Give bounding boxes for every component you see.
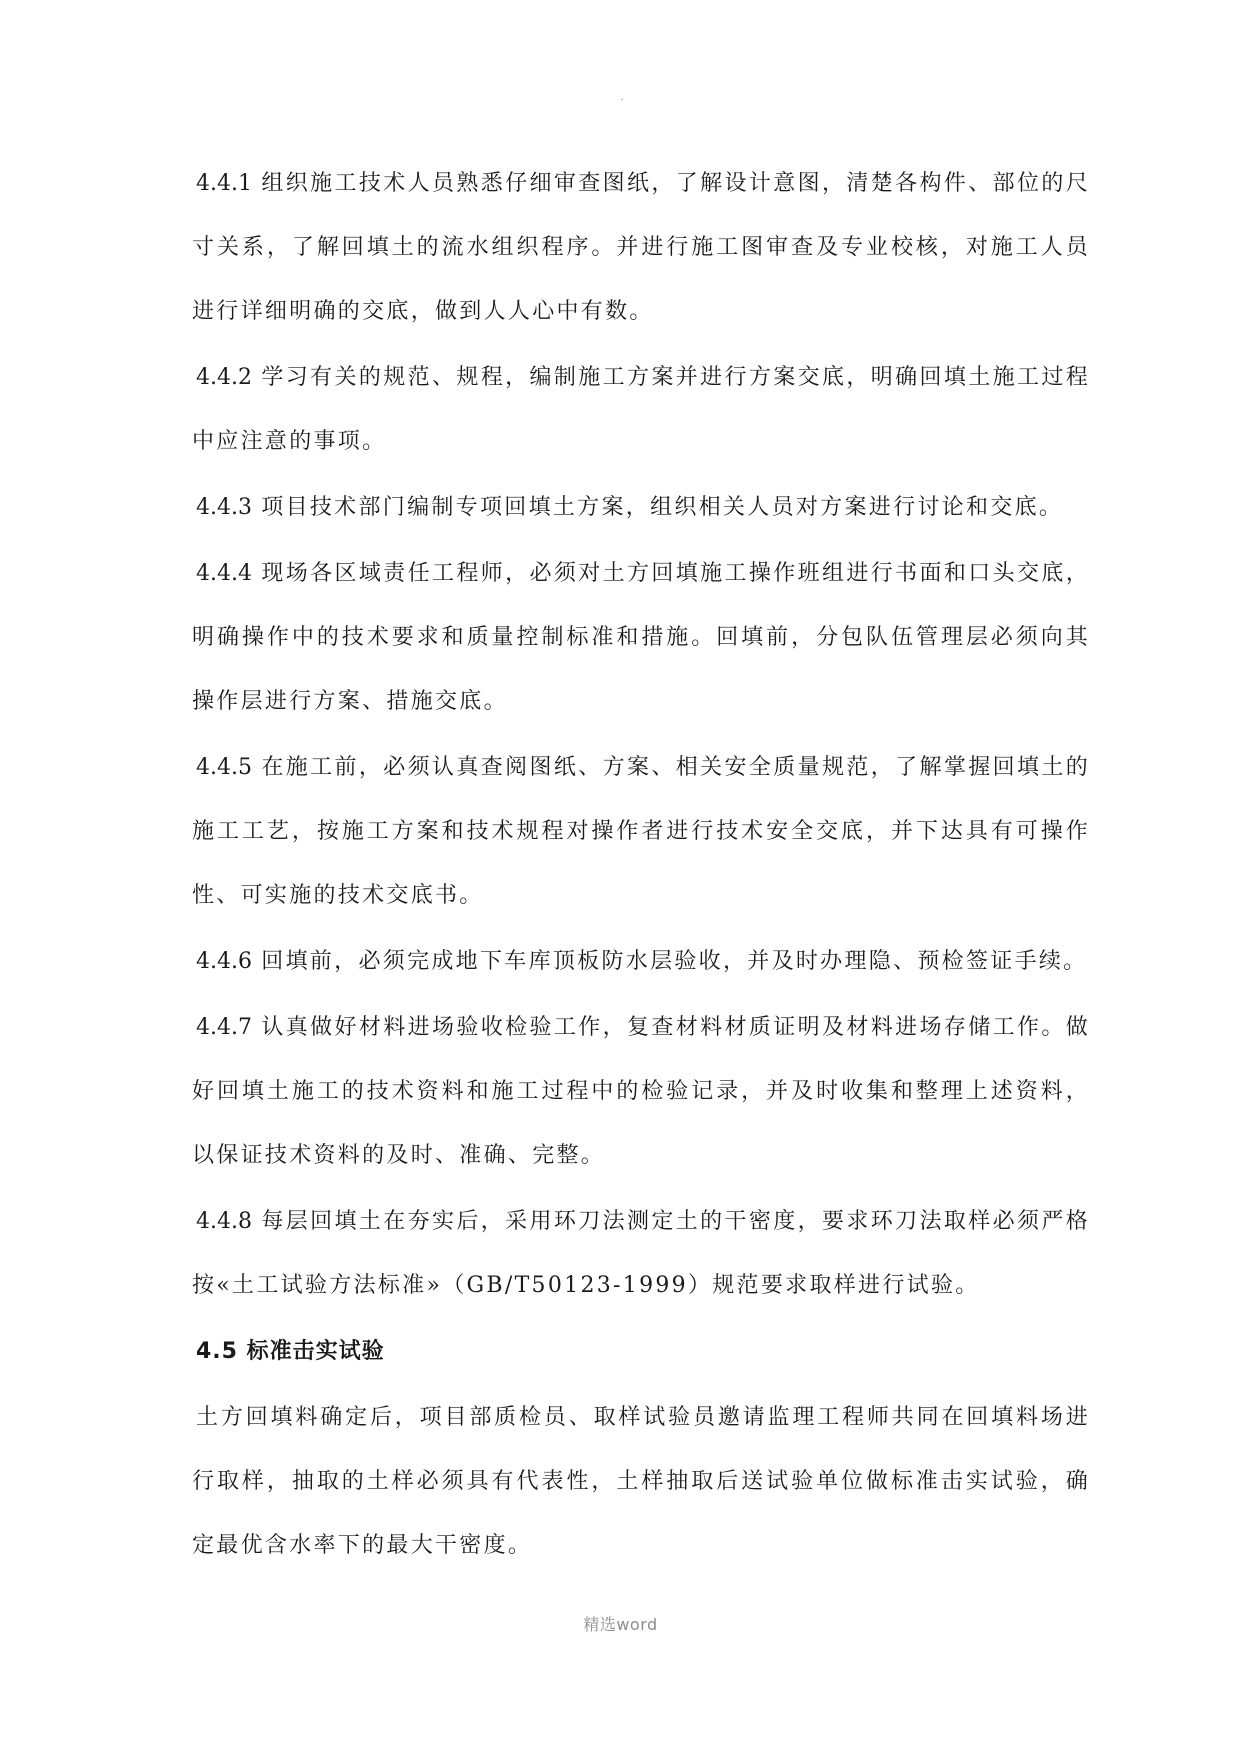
paragraph-4-4-6 (192, 930, 1090, 994)
paragraph-number: 4.4.1 (196, 171, 252, 196)
paragraph-text: 在施工前，必须认真查阅图纸、方案、相关安全质量规范，了解掌握回填土的施工工艺，按施工方案和技术规程对操作者进行技术安全交底，并下达具有可操作性、可实施的技术交底书。 (192, 755, 1091, 908)
paragraph-text: 项目技术部门编制专项回填土方案，组织相关人员对方案进行讨论和交底。 (261, 495, 1064, 520)
paragraph-number: 4.4.2 (196, 365, 252, 390)
paragraph-text: 组织施工技术人员熟悉仔细审查图纸，了解设计意图，清楚各构件、部位的尺寸关系，了解回填土的流水组织程序。并进行施工图审查及专业校核，对施工人员进行详细明确的交底，做到人人心中有数。 (192, 171, 1091, 324)
header-dot: . (620, 92, 624, 103)
paragraph-4-4-7 (192, 996, 1090, 1188)
paragraph-text: 认真做好材料进场验收检验工作，复查材料材质证明及材料进场存储工作。做好回填土施工的技术资料和施工过程中的检验记录，并及时收集和整理上述资料，以保证技术资料的及时、准确、完整。 (192, 1015, 1091, 1168)
paragraph-4-4-1 (192, 152, 1090, 344)
paragraph-text: 学习有关的规范、规程，编制施工方案并进行方案交底，明确回填土施工过程中应注意的事项。 (192, 365, 1091, 454)
paragraph-text: 回填前，必须完成地下车库顶板防水层验收，并及时办理隐、预检签证手续。 (261, 949, 1088, 974)
paragraph-4-4-8 (192, 1190, 1090, 1318)
page-footer: 精选word (583, 1615, 658, 1634)
section-paragraph: 土方回填料确定后，项目部质检员、取样试验员邀请监理工程师共同在回填料场进行取样，抽取的土样必须具有代表性，土样抽取后送试验单位做标准击实试验，确定最优含水率下的最大干密度。 (192, 1405, 1090, 1558)
paragraph-4-4-4 (192, 542, 1090, 734)
paragraph-number: 4.4.8 (196, 1209, 252, 1234)
paragraph-4-4-3 (192, 476, 1090, 540)
paragraph-text: 现场各区域责任工程师，必须对土方回填施工操作班组进行书面和口头交底，明确操作中的技术要求和质量控制标准和措施。回填前，分包队伍管理层必须向其操作层进行方案、措施交底。 (192, 561, 1091, 714)
paragraph-number: 4.4.5 (196, 755, 252, 780)
section-heading: 4.5 标准击实试验 (196, 1339, 385, 1364)
document-body (192, 152, 1090, 1580)
paragraph-4-4-2 (192, 346, 1090, 474)
paragraph-number: 4.4.4 (196, 561, 252, 586)
paragraph-number: 4.4.3 (196, 495, 252, 520)
paragraph-number: 4.4.7 (196, 1015, 252, 1040)
paragraph-text: 每层回填土在夯实后，采用环刀法测定土的干密度，要求环刀法取样必须严格按«土工试验方法标准»（GB/T50123-1999）规范要求取样进行试验。 (192, 1209, 1091, 1298)
paragraph-number: 4.4.6 (196, 949, 252, 974)
paragraph-4-4-5 (192, 736, 1090, 928)
